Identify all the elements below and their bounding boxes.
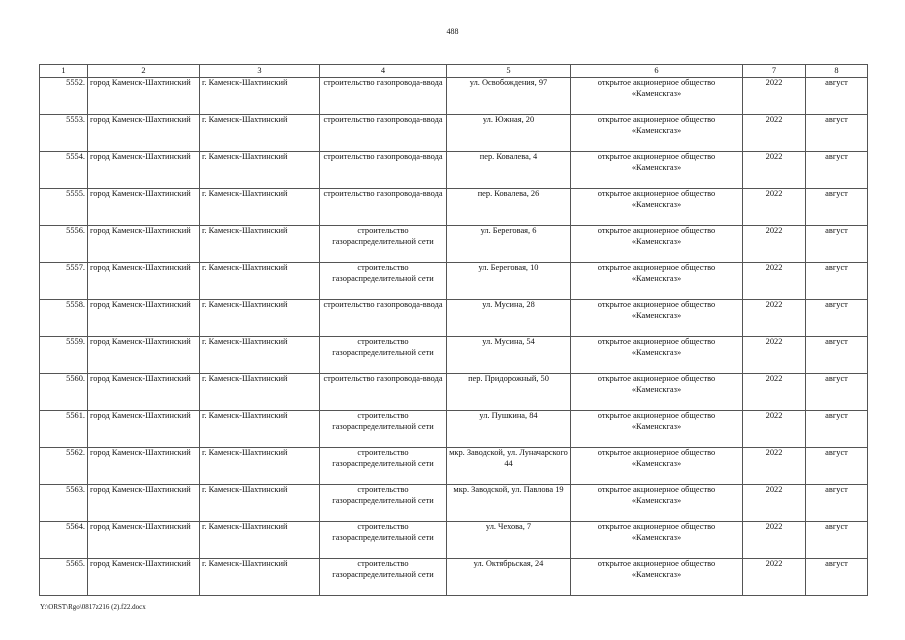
data-table (39, 64, 868, 596)
table-body (40, 78, 868, 596)
cell-organization: открытое акционерное общество «Каменскгаз» (571, 263, 743, 300)
cell-settlement: г. Каменск-Шахтинский (200, 300, 320, 337)
cell-address: ул. Береговая, 6 (447, 226, 571, 263)
table-row (40, 152, 868, 189)
cell-municipality: город Каменск-Шахтинский (88, 374, 200, 411)
cell-year: 2022 (743, 559, 806, 596)
cell-month: август (806, 78, 868, 115)
cell-month: август (806, 411, 868, 448)
cell-month: август (806, 485, 868, 522)
cell-year: 2022 (743, 263, 806, 300)
cell-settlement: г. Каменск-Шахтинский (200, 448, 320, 485)
cell-municipality: город Каменск-Шахтинский (88, 263, 200, 300)
cell-address: ул. Октябрьская, 24 (447, 559, 571, 596)
table-header-row (40, 65, 868, 78)
cell-row-number: 5558. (40, 300, 88, 337)
cell-settlement: г. Каменск-Шахтинский (200, 559, 320, 596)
cell-work-type: строительство газопровода-ввода (320, 78, 447, 115)
cell-row-number: 5559. (40, 337, 88, 374)
cell-settlement: г. Каменск-Шахтинский (200, 152, 320, 189)
cell-municipality: город Каменск-Шахтинский (88, 189, 200, 226)
cell-organization: открытое акционерное общество «Каменскгаз» (571, 337, 743, 374)
cell-work-type: строительство газопровода-ввода (320, 115, 447, 152)
cell-organization: открытое акционерное общество «Каменскгаз» (571, 189, 743, 226)
cell-settlement: г. Каменск-Шахтинский (200, 115, 320, 152)
cell-work-type: строительство газопровода-ввода (320, 152, 447, 189)
cell-organization: открытое акционерное общество «Каменскгаз» (571, 115, 743, 152)
cell-organization: открытое акционерное общество «Каменскгаз» (571, 522, 743, 559)
table-row (40, 522, 868, 559)
cell-month: август (806, 189, 868, 226)
cell-municipality: город Каменск-Шахтинский (88, 226, 200, 263)
cell-row-number: 5560. (40, 374, 88, 411)
cell-organization: открытое акционерное общество «Каменскгаз» (571, 300, 743, 337)
cell-year: 2022 (743, 337, 806, 374)
cell-address: ул. Береговая, 10 (447, 263, 571, 300)
cell-address: пер. Ковалева, 4 (447, 152, 571, 189)
cell-address: ул. Мусина, 28 (447, 300, 571, 337)
cell-settlement: г. Каменск-Шахтинский (200, 374, 320, 411)
cell-municipality: город Каменск-Шахтинский (88, 337, 200, 374)
cell-row-number: 5565. (40, 559, 88, 596)
cell-address: ул. Южная, 20 (447, 115, 571, 152)
cell-municipality: город Каменск-Шахтинский (88, 300, 200, 337)
cell-month: август (806, 115, 868, 152)
cell-municipality: город Каменск-Шахтинский (88, 411, 200, 448)
cell-month: август (806, 559, 868, 596)
cell-organization: открытое акционерное общество «Каменскгаз» (571, 559, 743, 596)
cell-address: ул. Мусина, 54 (447, 337, 571, 374)
table-row (40, 300, 868, 337)
cell-month: август (806, 263, 868, 300)
cell-work-type: строительство газораспределительной сети (320, 559, 447, 596)
cell-address: пер. Придорожный, 50 (447, 374, 571, 411)
column-header-6: 6 (571, 65, 743, 78)
column-header-3: 3 (200, 65, 320, 78)
cell-year: 2022 (743, 448, 806, 485)
column-header-5: 5 (447, 65, 571, 78)
cell-row-number: 5557. (40, 263, 88, 300)
cell-organization: открытое акционерное общество «Каменскгаз» (571, 411, 743, 448)
cell-work-type: строительство газораспределительной сети (320, 337, 447, 374)
column-header-7: 7 (743, 65, 806, 78)
cell-row-number: 5554. (40, 152, 88, 189)
page-number: 488 (446, 27, 459, 36)
cell-month: август (806, 226, 868, 263)
cell-address: ул. Пушкина, 84 (447, 411, 571, 448)
cell-municipality: город Каменск-Шахтинский (88, 115, 200, 152)
cell-address: ул. Чехова, 7 (447, 522, 571, 559)
cell-month: август (806, 337, 868, 374)
cell-work-type: строительство газораспределительной сети (320, 522, 447, 559)
cell-year: 2022 (743, 485, 806, 522)
cell-row-number: 5553. (40, 115, 88, 152)
cell-work-type: строительство газопровода-ввода (320, 300, 447, 337)
cell-work-type: строительство газораспределительной сети (320, 263, 447, 300)
cell-settlement: г. Каменск-Шахтинский (200, 263, 320, 300)
table-row (40, 411, 868, 448)
cell-work-type: строительство газораспределительной сети (320, 448, 447, 485)
cell-work-type: строительство газопровода-ввода (320, 374, 447, 411)
cell-municipality: город Каменск-Шахтинский (88, 78, 200, 115)
table-row (40, 374, 868, 411)
table-row (40, 189, 868, 226)
cell-settlement: г. Каменск-Шахтинский (200, 522, 320, 559)
cell-row-number: 5556. (40, 226, 88, 263)
column-header-8: 8 (806, 65, 868, 78)
cell-row-number: 5552. (40, 78, 88, 115)
cell-year: 2022 (743, 152, 806, 189)
cell-work-type: строительство газораспределительной сети (320, 226, 447, 263)
cell-municipality: город Каменск-Шахтинский (88, 522, 200, 559)
cell-year: 2022 (743, 189, 806, 226)
cell-settlement: г. Каменск-Шахтинский (200, 189, 320, 226)
cell-row-number: 5563. (40, 485, 88, 522)
table-row (40, 78, 868, 115)
cell-month: август (806, 448, 868, 485)
cell-organization: открытое акционерное общество «Каменскгаз» (571, 78, 743, 115)
cell-organization: открытое акционерное общество «Каменскгаз» (571, 152, 743, 189)
cell-year: 2022 (743, 300, 806, 337)
table-row (40, 337, 868, 374)
cell-month: август (806, 374, 868, 411)
cell-municipality: город Каменск-Шахтинский (88, 485, 200, 522)
cell-settlement: г. Каменск-Шахтинский (200, 485, 320, 522)
cell-year: 2022 (743, 78, 806, 115)
column-header-4: 4 (320, 65, 447, 78)
cell-year: 2022 (743, 411, 806, 448)
column-header-1: 1 (40, 65, 88, 78)
cell-organization: открытое акционерное общество «Каменскгаз» (571, 448, 743, 485)
cell-year: 2022 (743, 522, 806, 559)
cell-work-type: строительство газопровода-ввода (320, 189, 447, 226)
cell-month: август (806, 152, 868, 189)
cell-month: август (806, 300, 868, 337)
cell-address: пер. Ковалева, 26 (447, 189, 571, 226)
column-header-2: 2 (88, 65, 200, 78)
cell-settlement: г. Каменск-Шахтинский (200, 226, 320, 263)
table-row (40, 559, 868, 596)
cell-organization: открытое акционерное общество «Каменскгаз» (571, 374, 743, 411)
cell-year: 2022 (743, 374, 806, 411)
table-row (40, 263, 868, 300)
cell-address: мкр. Заводской, ул. Луначарского 44 (447, 448, 571, 485)
cell-year: 2022 (743, 226, 806, 263)
cell-organization: открытое акционерное общество «Каменскгаз» (571, 485, 743, 522)
cell-row-number: 5562. (40, 448, 88, 485)
cell-municipality: город Каменск-Шахтинский (88, 448, 200, 485)
cell-work-type: строительство газораспределительной сети (320, 485, 447, 522)
cell-settlement: г. Каменск-Шахтинский (200, 411, 320, 448)
cell-row-number: 5555. (40, 189, 88, 226)
table-row (40, 448, 868, 485)
table-row (40, 226, 868, 263)
cell-municipality: город Каменск-Шахтинский (88, 152, 200, 189)
cell-year: 2022 (743, 115, 806, 152)
file-path-footer: Y:\ORST\Rgo\0817z216 (2).f22.docx (40, 603, 146, 611)
cell-address: мкр. Заводской, ул. Павлова 19 (447, 485, 571, 522)
table-row (40, 115, 868, 152)
cell-work-type: строительство газораспределительной сети (320, 411, 447, 448)
cell-month: август (806, 522, 868, 559)
cell-settlement: г. Каменск-Шахтинский (200, 337, 320, 374)
table-row (40, 485, 868, 522)
cell-row-number: 5561. (40, 411, 88, 448)
cell-municipality: город Каменск-Шахтинский (88, 559, 200, 596)
cell-address: ул. Освобождения, 97 (447, 78, 571, 115)
cell-settlement: г. Каменск-Шахтинский (200, 78, 320, 115)
cell-row-number: 5564. (40, 522, 88, 559)
cell-organization: открытое акционерное общество «Каменскгаз» (571, 226, 743, 263)
